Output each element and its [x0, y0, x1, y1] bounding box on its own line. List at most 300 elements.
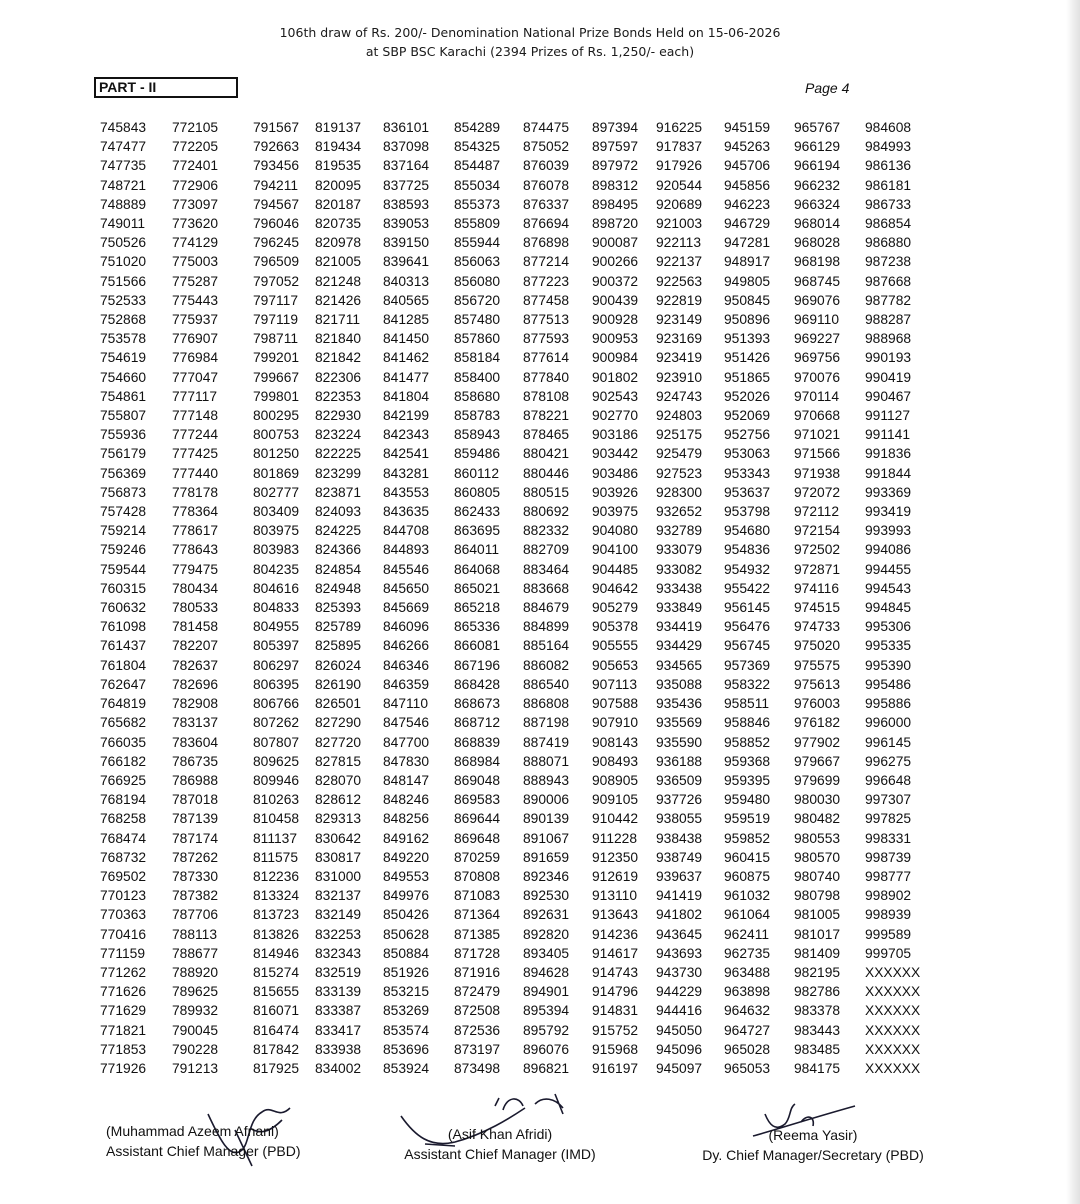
- bond-number-cell: 791213: [172, 1060, 219, 1076]
- bond-number-cell: 896821: [523, 1060, 570, 1076]
- bond-number-cell: 980798: [794, 888, 841, 904]
- bond-number-cell: 854289: [454, 120, 501, 135]
- bond-number-cell: 849162: [383, 830, 430, 846]
- bond-number-cell: 798711: [253, 331, 299, 347]
- bond-number-cell: 839053: [383, 216, 430, 232]
- table-row: [100, 675, 925, 694]
- bond-number-cell: 995886: [865, 696, 912, 712]
- bond-number-cell: 934565: [656, 657, 703, 673]
- bond-number-cell: 876694: [523, 216, 570, 232]
- bond-number-cell: 903186: [592, 427, 639, 443]
- bond-number-cell: 777047: [172, 369, 219, 385]
- bond-number-cell: 786735: [172, 753, 219, 769]
- bond-number-cell: 882332: [523, 523, 570, 539]
- bond-number-cell: 914831: [592, 1003, 639, 1019]
- bond-number-cell: 927523: [656, 465, 703, 481]
- bond-number-cell: 871728: [454, 945, 501, 961]
- bond-number-cell: 945096: [656, 1041, 703, 1057]
- bond-number-cell: 771626: [100, 984, 147, 1000]
- table-row: [100, 521, 925, 540]
- bond-number-cell: 993993: [865, 523, 912, 539]
- bond-number-cell: 907910: [592, 715, 639, 731]
- table-row: [100, 272, 925, 291]
- bond-number-cell: 756369: [100, 465, 147, 481]
- bond-number-cell: 914236: [592, 926, 639, 942]
- bond-number-cell: 787706: [172, 907, 219, 923]
- bond-number-cell: 748721: [100, 177, 147, 193]
- bond-number-cell: 760632: [100, 600, 147, 616]
- table-row: [100, 252, 925, 271]
- bond-number-cell: 864011: [454, 542, 500, 558]
- bond-number-cell: 994086: [865, 542, 912, 558]
- bond-number-cell: 923169: [656, 331, 703, 347]
- bond-number-cell: 841477: [383, 369, 430, 385]
- bond-number-cell: 839150: [383, 235, 430, 251]
- bond-number-cell: 771262: [100, 964, 147, 980]
- bond-number-cell: 877840: [523, 369, 570, 385]
- bond-number-cell: 903486: [592, 465, 639, 481]
- bond-number-cell: 966129: [794, 139, 841, 155]
- table-row: [100, 502, 925, 521]
- bond-number-cell: 952069: [724, 408, 771, 424]
- bond-number-cell: 844708: [383, 523, 430, 539]
- signatory-2-name: (Asif Khan Afridi): [447, 1126, 553, 1142]
- table-row: [100, 656, 925, 675]
- bond-number-cell: 772105: [172, 120, 219, 135]
- bond-number-cell: 824093: [315, 504, 362, 520]
- bond-number-cell: 833938: [315, 1041, 362, 1057]
- bond-number-cell: 894628: [523, 964, 570, 980]
- bond-number-cell: 890139: [523, 811, 570, 827]
- bond-number-cell: 814946: [253, 945, 300, 961]
- bond-number-cell: 841285: [383, 312, 430, 328]
- bond-number-cell: 781458: [172, 619, 219, 635]
- bond-number-cell: 950845: [724, 292, 771, 308]
- bond-number-cell: 856720: [454, 292, 501, 308]
- bond-number-cell: 971938: [794, 465, 841, 481]
- bond-number-cell: 933438: [656, 580, 703, 596]
- bond-number-cell: 987238: [865, 254, 912, 270]
- bond-number-cell: 963898: [724, 984, 771, 1000]
- bond-number-cell: 964632: [724, 1003, 771, 1019]
- bond-number-cell: 761098: [100, 619, 147, 635]
- bond-number-cell: 878465: [523, 427, 570, 443]
- bond-number-cell: 997825: [865, 811, 912, 827]
- bond-number-cell: 954932: [724, 561, 771, 577]
- bond-number-cell: 916225: [656, 120, 703, 135]
- bond-number-cell: 752533: [100, 292, 147, 308]
- bond-number-cell: 865336: [454, 619, 501, 635]
- bond-number-cell: 883668: [523, 580, 570, 596]
- bond-number-cell: 971021: [794, 427, 841, 443]
- bond-number-cell: 841804: [383, 388, 430, 404]
- table-row: [100, 291, 925, 310]
- table-row: [100, 752, 925, 771]
- bond-number-cell: 891659: [523, 849, 570, 865]
- bond-number-cell: 914796: [592, 984, 639, 1000]
- bond-number-cell: 761437: [100, 638, 147, 654]
- bond-number-cell: 778617: [172, 523, 219, 539]
- bond-number-cell: 796245: [253, 235, 300, 251]
- bond-number-cell: 885164: [523, 638, 570, 654]
- bond-number-cell: 864068: [454, 561, 501, 577]
- table-row: [100, 348, 925, 367]
- bond-number-cell: 991836: [865, 446, 912, 462]
- bond-number-cell: 878221: [523, 408, 570, 424]
- bond-number-cell: 932652: [656, 504, 703, 520]
- bond-number-cell: 797117: [253, 292, 299, 308]
- bond-number-cell: 858783: [454, 408, 501, 424]
- bond-number-cell: 794567: [253, 196, 300, 212]
- bond-number-cell: 768194: [100, 792, 147, 808]
- bond-number-cell: 806395: [253, 676, 300, 692]
- bond-number-cell: 827290: [315, 715, 362, 731]
- bond-number-cell: XXXXXX: [865, 1003, 921, 1019]
- bond-number-cell: 788113: [172, 926, 218, 942]
- table-row: [100, 425, 925, 444]
- bond-number-cell: 806766: [253, 696, 300, 712]
- bond-number-cell: 953637: [724, 484, 771, 500]
- bond-number-cell: 754660: [100, 369, 147, 385]
- bond-number-cell: 844893: [383, 542, 430, 558]
- bond-number-cell: 887198: [523, 715, 570, 731]
- signatory-1: [106, 1121, 301, 1161]
- bond-number-cell: 900266: [592, 254, 639, 270]
- bond-number-cell: 797119: [253, 312, 299, 328]
- bond-number-cell: 900439: [592, 292, 639, 308]
- bond-number-cell: 810458: [253, 811, 300, 827]
- bond-number-cell: 887419: [523, 734, 570, 750]
- bond-number-cell: 853696: [383, 1041, 430, 1057]
- bond-number-cell: 970668: [794, 408, 841, 424]
- bond-number-cell: 868984: [454, 753, 501, 769]
- bond-number-cell: 809625: [253, 753, 300, 769]
- bond-number-cell: 880421: [523, 446, 570, 462]
- bond-number-cell: 986880: [865, 235, 912, 251]
- bond-number-cell: 895792: [523, 1022, 570, 1038]
- bond-number-cell: 995335: [865, 638, 912, 654]
- bond-number-cell: 969076: [794, 292, 841, 308]
- table-row: [100, 867, 925, 886]
- bond-number-cell: 819137: [315, 120, 362, 135]
- bond-number-cell: 745843: [100, 120, 147, 135]
- bond-number-cell: 959519: [724, 811, 771, 827]
- bond-number-cell: 820095: [315, 177, 362, 193]
- bond-number-cell: 821711: [315, 312, 361, 328]
- bond-number-cell: 836101: [383, 120, 430, 135]
- bond-number-cell: 959480: [724, 792, 771, 808]
- bond-number-cell: 938749: [656, 849, 703, 865]
- bond-number-cell: 820735: [315, 216, 362, 232]
- bond-number-cell: 786988: [172, 772, 219, 788]
- table-row: [100, 540, 925, 559]
- bond-number-cell: 747477: [100, 139, 147, 155]
- bond-number-cell: 922563: [656, 273, 703, 289]
- table-row: [100, 329, 925, 348]
- bond-number-cell: 938055: [656, 811, 703, 827]
- bond-number-cell: 849220: [383, 849, 430, 865]
- bond-number-cell: 756873: [100, 484, 147, 500]
- bond-number-cell: 837725: [383, 177, 430, 193]
- bond-number-cell: 905555: [592, 638, 639, 654]
- bond-number-cell: 826024: [315, 657, 362, 673]
- bond-number-cell: 968745: [794, 273, 841, 289]
- table-row: [100, 406, 925, 425]
- bond-number-cell: 799667: [253, 369, 300, 385]
- bond-number-cell: 832137: [315, 888, 362, 904]
- bond-number-cell: 776907: [172, 331, 219, 347]
- bond-number-cell: 868673: [454, 696, 501, 712]
- table-row: [100, 195, 925, 214]
- bond-number-cell: 868712: [454, 715, 501, 731]
- bond-number-cell: 943645: [656, 926, 703, 942]
- bond-number-cell: 904080: [592, 523, 639, 539]
- bond-number-cell: 923419: [656, 350, 703, 366]
- bond-number-cell: 813324: [253, 888, 300, 904]
- bond-number-cell: 839641: [383, 254, 430, 270]
- table-row: [100, 137, 925, 156]
- bond-number-cell: 822930: [315, 408, 362, 424]
- bond-number-cell: 958852: [724, 734, 771, 750]
- bond-number-cell: 876078: [523, 177, 570, 193]
- bond-number-cell: 993419: [865, 504, 912, 520]
- table-row: [100, 809, 925, 828]
- bond-number-cell: 842541: [383, 446, 430, 462]
- bond-number-cell: 981409: [794, 945, 841, 961]
- bond-number-cell: XXXXXX: [865, 1022, 921, 1038]
- bond-number-cell: 945706: [724, 158, 771, 174]
- bond-number-cell: 914617: [592, 945, 639, 961]
- bond-number-cell: 925479: [656, 446, 703, 462]
- bond-number-cell: 869048: [454, 772, 501, 788]
- table-row: [100, 1001, 925, 1020]
- bond-number-cell: 890006: [523, 792, 570, 808]
- bond-number-cell: 916197: [592, 1060, 639, 1076]
- bond-number-cell: 911228: [592, 830, 638, 846]
- bond-number-cell: 812236: [253, 868, 300, 884]
- bond-number-cell: 912350: [592, 849, 639, 865]
- bond-number-cell: 960415: [724, 849, 771, 865]
- bond-number-cell: 987668: [865, 273, 912, 289]
- bond-number-cell: 950896: [724, 312, 771, 328]
- bond-number-cell: 793456: [253, 158, 300, 174]
- bond-number-cell: 936188: [656, 753, 703, 769]
- bond-number-cell: 876039: [523, 158, 570, 174]
- bond-number-cell: 811137: [253, 830, 297, 846]
- bond-number-cell: 935088: [656, 676, 703, 692]
- bond-number-cell: 824854: [315, 561, 362, 577]
- signatory-3-name: (Reema Yasir): [768, 1127, 858, 1143]
- bond-number-cell: 878108: [523, 388, 570, 404]
- bond-number-cell: 951393: [724, 331, 771, 347]
- bond-number-cell: 809946: [253, 772, 300, 788]
- bond-number-cell: 952026: [724, 388, 771, 404]
- bond-number-cell: 912619: [592, 868, 639, 884]
- bond-number-cell: 850426: [383, 907, 430, 923]
- bond-number-cell: 823224: [315, 427, 362, 443]
- bond-number-cell: 849553: [383, 868, 430, 884]
- bond-number-cell: 994845: [865, 600, 912, 616]
- table-row: [100, 636, 925, 655]
- bond-number-cell: 778364: [172, 504, 219, 520]
- bond-number-cell: 830817: [315, 849, 362, 865]
- bond-number-cell: 880515: [523, 484, 570, 500]
- bond-number-cell: 915968: [592, 1041, 639, 1057]
- bond-number-cell: 868428: [454, 676, 501, 692]
- bond-number-cell: 892820: [523, 926, 570, 942]
- bond-number-cell: 803409: [253, 504, 300, 520]
- bond-number-cell: 771159: [100, 945, 146, 961]
- bond-number-cell: 850628: [383, 926, 430, 942]
- bond-number-cell: 832519: [315, 964, 362, 980]
- bond-number-cell: 924743: [656, 388, 703, 404]
- bond-number-cell: 846359: [383, 676, 430, 692]
- bond-number-cell: 886540: [523, 676, 570, 692]
- table-row: [100, 483, 925, 502]
- bond-number-cell: 956476: [724, 619, 771, 635]
- bond-number-cell: 972154: [794, 523, 841, 539]
- bond-number-cell: 897972: [592, 158, 639, 174]
- bond-number-cell: 980740: [794, 868, 841, 884]
- bond-number-cell: 986181: [865, 177, 912, 193]
- bond-number-cell: 975613: [794, 676, 841, 692]
- bond-number-cell: 787262: [172, 849, 219, 865]
- bond-number-cell: 883464: [523, 561, 570, 577]
- bond-number-cell: 782696: [172, 676, 219, 692]
- bond-number-cell: 986136: [865, 158, 912, 174]
- bond-number-cell: 972112: [794, 504, 840, 520]
- bond-number-cell: 804616: [253, 580, 300, 596]
- bond-number-cell: 876898: [523, 235, 570, 251]
- bond-number-cell: 823871: [315, 484, 362, 500]
- bond-number-cell: 780434: [172, 580, 219, 596]
- bond-number-cell: 848256: [383, 811, 430, 827]
- bond-number-cell: 968028: [794, 235, 841, 251]
- bond-number-cell: 753578: [100, 331, 147, 347]
- bond-number-cell: 972072: [794, 484, 841, 500]
- page-number: Page 4: [805, 80, 850, 96]
- bond-number-cell: 757428: [100, 504, 147, 520]
- bond-number-cell: 840565: [383, 292, 430, 308]
- bond-number-cell: 996648: [865, 772, 912, 788]
- bond-number-cell: 854487: [454, 158, 501, 174]
- bond-number-cell: 860805: [454, 484, 501, 500]
- bond-number-cell: 905653: [592, 657, 639, 673]
- bond-number-cell: 910442: [592, 811, 639, 827]
- bond-number-cell: 843281: [383, 465, 430, 481]
- bond-number-cell: 924803: [656, 408, 703, 424]
- bond-number-cell: 764819: [100, 696, 147, 712]
- bond-number-cell: 771853: [100, 1041, 147, 1057]
- bond-number-cell: 817925: [253, 1060, 300, 1076]
- bond-number-cell: 928300: [656, 484, 703, 500]
- bond-number-cell: 858184: [454, 350, 501, 366]
- bond-number-cell: 768732: [100, 849, 147, 865]
- bond-number-cell: 892530: [523, 888, 570, 904]
- table-row: [100, 1059, 925, 1078]
- bond-number-cell: 955422: [724, 580, 771, 596]
- table-row: [100, 963, 925, 982]
- bond-number-cell: 998902: [865, 888, 912, 904]
- bond-number-cell: 828612: [315, 792, 362, 808]
- bond-number-cell: 956745: [724, 638, 771, 654]
- bond-number-cell: 990193: [865, 350, 912, 366]
- bond-number-cell: 822225: [315, 446, 362, 462]
- bond-number-cell: 830642: [315, 830, 362, 846]
- bond-number-cell: 871916: [454, 964, 501, 980]
- bond-number-cell: 914743: [592, 964, 639, 980]
- bond-number-cell: 807807: [253, 734, 300, 750]
- bond-number-cell: 945856: [724, 177, 771, 193]
- bond-number-cell: 935590: [656, 734, 703, 750]
- bond-number-cell: 857480: [454, 312, 501, 328]
- bond-number-cell: 873498: [454, 1060, 501, 1076]
- bond-number-cell: 957369: [724, 657, 771, 673]
- bond-number-cell: 982195: [794, 964, 841, 980]
- bond-number-cell: 843553: [383, 484, 430, 500]
- bond-number-cell: 766925: [100, 772, 147, 788]
- table-row: [100, 790, 925, 809]
- bond-number-cell: 770123: [100, 888, 147, 904]
- bond-number-cell: 998939: [865, 907, 912, 923]
- bond-number-cell: 853574: [383, 1022, 430, 1038]
- bond-number-cell: 801250: [253, 446, 300, 462]
- bond-number-cell: 788677: [172, 945, 219, 961]
- bond-number-cell: 997307: [865, 792, 912, 808]
- bond-number-cell: 892631: [523, 907, 570, 923]
- bond-number-cell: 807262: [253, 715, 300, 731]
- bond-number-cell: 829313: [315, 811, 362, 827]
- bond-number-cell: 908143: [592, 734, 639, 750]
- table-row: [100, 1021, 925, 1040]
- bond-number-cell: 811575: [253, 849, 299, 865]
- bond-number-cell: 990467: [865, 388, 912, 404]
- bond-number-cell: 870259: [454, 849, 501, 865]
- bond-number-cell: 922819: [656, 292, 703, 308]
- bond-number-cell: 951865: [724, 369, 771, 385]
- bond-number-cell: 937726: [656, 792, 703, 808]
- bond-number-cell: 865218: [454, 600, 501, 616]
- bond-number-cell: 901802: [592, 369, 639, 385]
- bond-number-cell: 816071: [253, 1003, 300, 1019]
- bond-number-cell: 771926: [100, 1060, 147, 1076]
- bond-number-cell: 947281: [724, 235, 771, 251]
- bond-number-cell: 782637: [172, 657, 219, 673]
- bond-number-cell: 770416: [100, 926, 147, 942]
- bond-number-cell: 756179: [100, 446, 147, 462]
- bond-number-cell: 775443: [172, 292, 219, 308]
- bond-number-cell: 827815: [315, 753, 362, 769]
- bond-number-cell: 747735: [100, 158, 147, 174]
- bond-number-cell: 905279: [592, 600, 639, 616]
- bond-number-cell: 776984: [172, 350, 219, 366]
- bond-number-cell: 803975: [253, 523, 300, 539]
- bond-number-cell: 869648: [454, 830, 501, 846]
- bond-number-cell: 903926: [592, 484, 639, 500]
- bond-number-cell: 943730: [656, 964, 703, 980]
- bond-number-cell: 886082: [523, 657, 570, 673]
- bond-number-cell: 977902: [794, 734, 841, 750]
- bond-number-cell: 782207: [172, 638, 219, 654]
- bond-number-cell: 750526: [100, 235, 147, 251]
- bond-number-cell: 905378: [592, 619, 639, 635]
- bond-number-cell: 789932: [172, 1003, 219, 1019]
- bond-number-cell: 904100: [592, 542, 639, 558]
- bond-number-cell: 897597: [592, 139, 639, 155]
- bond-number-cell: 907113: [592, 676, 638, 692]
- bond-number-cell: 998739: [865, 849, 912, 865]
- bond-number-cell: 854325: [454, 139, 501, 155]
